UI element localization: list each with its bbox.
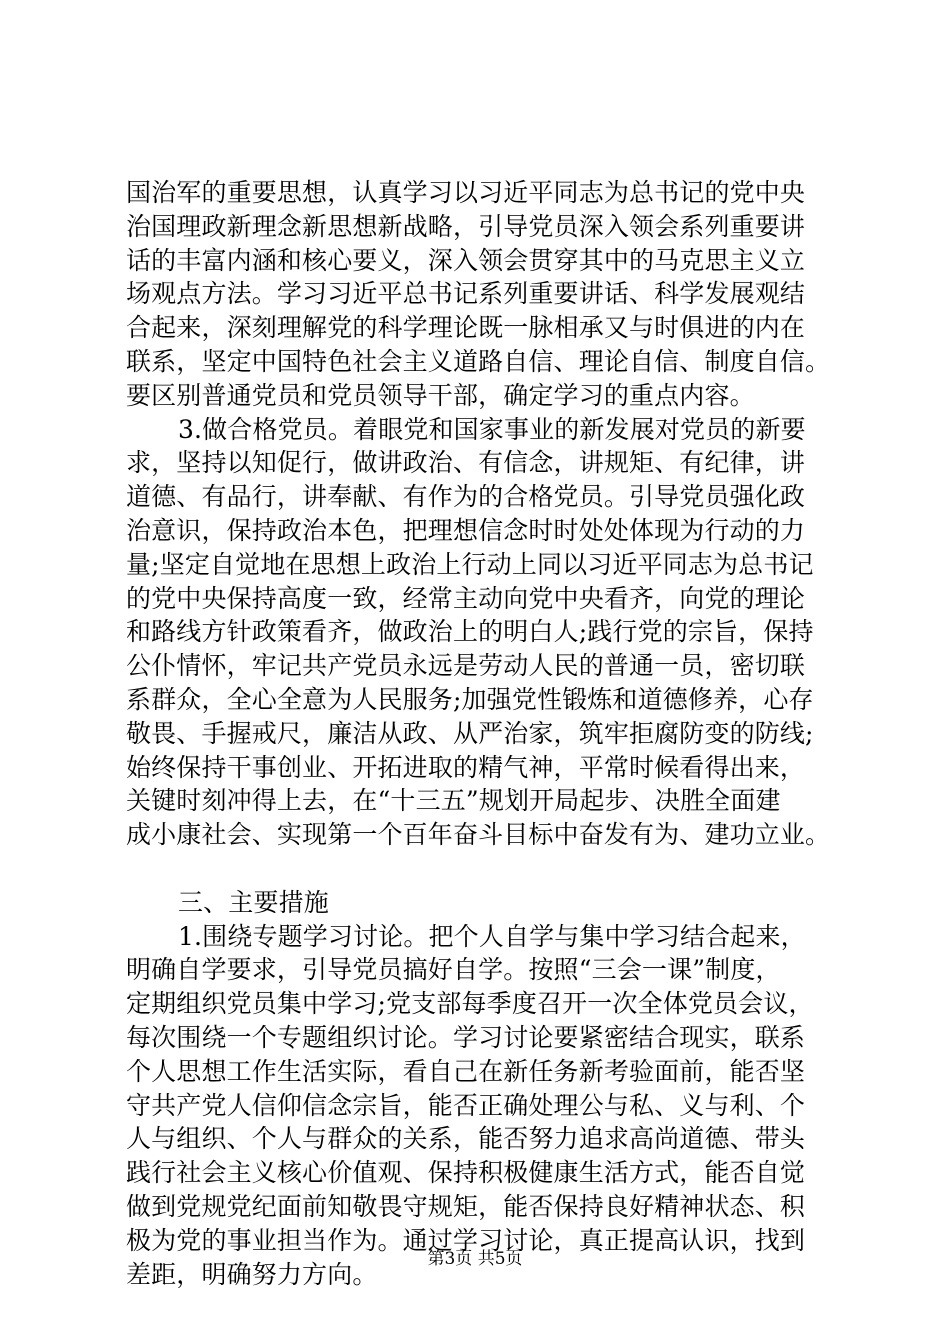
section-heading: 三、主要措施 [178,887,329,917]
text-line: 话的丰富内涵和核心要义，深入领会贯穿其中的马克思主义立 [126,245,806,275]
text-line: 守共产党人信仰信念宗旨，能否正确处理公与私、义与利、个 [126,1090,806,1120]
text-line: 治国理政新理念新思想新战略，引导党员深入领会系列重要讲 [126,211,806,241]
text-line: 治意识，保持政治本色，把理想信念时时处处体现为行动的力 [126,515,806,545]
blank-line [126,852,846,886]
text-line: 国治军的重要思想，认真学习以习近平同志为总书记的党中央 [126,178,806,207]
text-line: 联系，坚定中国特色社会主义道路自信、理论自信、制度自信。 [126,346,831,376]
text-line: 差距，明确努力方向。 [126,1259,378,1289]
text-line: 个人思想工作生活实际，看自己在新任务新考验面前，能否坚 [126,1056,806,1086]
text-line: 3.做合格党员。着眼党和国家事业的新发展对党员的新要 [178,414,806,444]
text-line: 1.围绕专题学习讨论。把个人自学与集中学习结合起来， [178,921,806,951]
text-line: 道德、有品行，讲奉献、有作为的合格党员。引导党员强化政 [126,482,806,512]
paragraph-qualified-member [126,413,846,852]
text-line: 公仆情怀，牢记共产党员永远是劳动人民的普通一员，密切联 [126,651,806,681]
text-line: 求，坚持以知促行，做讲政治、有信念，讲规矩、有纪律，讲 [126,448,806,478]
text-line: 定期组织党员集中学习;党支部每季度召开一次全体党员会议， [126,989,814,1019]
text-line: 极为党的事业担当作为。通过学习讨论，真正提高认识，找到 [126,1225,806,1255]
text-line: 成小康社会、实现第一个百年奋斗目标中奋发有为、建功立业。 [126,820,831,850]
text-line: 系群众，全心全意为人民服务;加强党性锻炼和道德修养，心存 [126,684,814,714]
text-line: 敬畏、手握戒尺，廉洁从政、从严治家，筑牢拒腐防变的防线; [126,718,814,748]
document-body [126,176,846,1291]
text-line: 量;坚定自觉地在思想上政治上行动上同以习近平同志为总书记 [126,549,814,579]
text-line: 要区别普通党员和党员领导干部，确定学习的重点内容。 [126,380,755,410]
text-line: 明确自学要求，引导党员搞好自学。按照“三会一课”制度， [126,955,781,985]
text-line: 和路线方针政策看齐，做政治上的明白人;践行党的宗旨，保持 [126,617,814,647]
paragraph-study-discussion [126,920,846,1292]
text-line: 关键时刻冲得上去，在“十三五”规划开局起步、决胜全面建 [126,786,781,816]
text-line: 每次围绕一个专题组织讨论。学习讨论要紧密结合现实，联系 [126,1022,806,1052]
text-line: 践行社会主义核心价值观、保持积极健康生活方式，能否自觉 [126,1158,806,1188]
text-line: 合起来，深刻理解党的科学理论既一脉相承又与时俱进的内在 [126,313,806,343]
paragraph-continuation [126,176,846,413]
text-line: 做到党规党纪面前知敬畏守规矩，能否保持良好精神状态、积 [126,1191,806,1221]
page-number-footer: 第3页 共5页 [427,1249,523,1269]
text-line: 场观点方法。学习习近平总书记系列重要讲话、科学发展观结 [126,279,806,309]
text-line: 始终保持干事创业、开拓进取的精气神，平常时候看得出来， [126,752,806,782]
text-line: 的党中央保持高度一致，经常主动向党中央看齐，向党的理论 [126,583,806,613]
text-line: 人与组织、个人与群众的关系，能否努力追求高尚道德、带头 [126,1124,806,1154]
